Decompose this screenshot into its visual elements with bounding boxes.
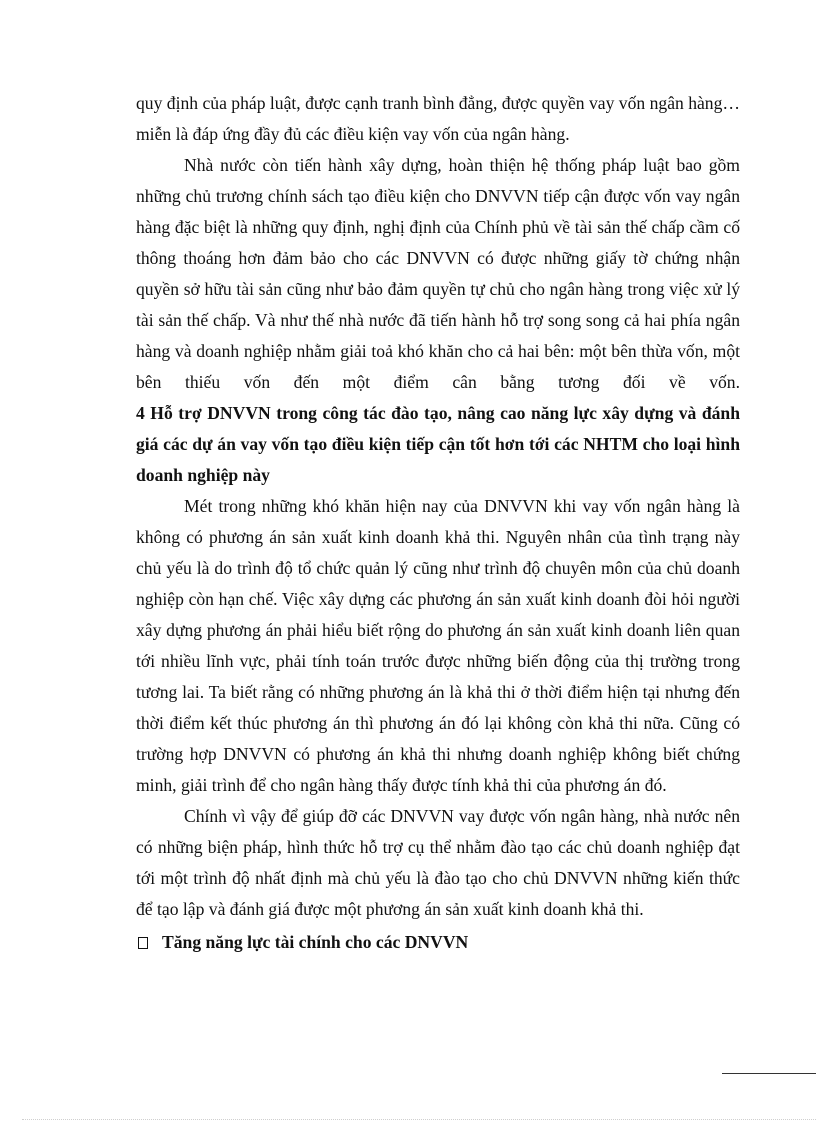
checkbox-bullet-icon xyxy=(138,937,148,949)
document-page xyxy=(136,88,740,958)
bullet-heading-text: Tăng năng lực tài chính cho các DNVVN xyxy=(162,932,469,952)
paragraph-business-plan-difficulty: Mét trong những khó khăn hiện nay của DNVVN khi vay vốn ngân hàng là không có phương án sản xuất kinh doanh khả thi. Nguyên nhân của tình trạng này chủ yếu là do trình độ tổ chức quản lý cũng như trình độ chuyên môn của chủ doanh nghiệp còn hạn chế. Việc xây dựng các phương án sản xuất kinh doanh đòi hỏi người xây dựng phương án phải hiểu biết rộng do phương án sản xuất kinh doanh liên quan tới nhiều lĩnh vực, phải tính toán trước được những biến động của thị trường trong tương lai. Ta biết rằng có những phương án là khả thi ở thời điểm hiện tại nhưng đến thời điểm kết thúc phương án thì phương án đó lại không còn khả thi nữa. Cũng có trường hợp DNVVN có phương án khả thi nhưng doanh nghiệp không biết chứng minh, giải trình để cho ngân hàng thấy được tính khả thi của phương án đó. xyxy=(136,496,740,795)
bullet-heading-financial-capacity xyxy=(136,927,740,958)
footer-rule xyxy=(722,1073,816,1074)
paragraph-training-support: Chính vì vậy để giúp đỡ các DNVVN vay được vốn ngân hàng, nhà nước nên có những biện pháp, hình thức hỗ trợ cụ thể nhằm đào tạo các chủ doanh nghiệp đạt tới một trình độ nhất định mà chủ yếu là đào tạo cho chủ DNVVN những kiến thức để tạo lập và đánh giá được một phương án sản xuất kinh doanh khả thi. xyxy=(136,806,740,919)
paragraph-legal-equality: quy định của pháp luật, được cạnh tranh bình đẳng, được quyền vay vốn ngân hàng…miễn là đáp ứng đầy đủ các điều kiện vay vốn của ngân hàng. xyxy=(136,93,740,144)
page-bottom-divider xyxy=(22,1119,816,1120)
paragraph-legal-system: Nhà nước còn tiến hành xây dựng, hoàn thiện hệ thống pháp luật bao gồm những chủ trương chính sách tạo điều kiện cho DNVVN tiếp cận được vốn vay ngân hàng đặc biệt là những quy định, nghị định của Chính phủ về tài sản thế chấp cầm cố thông thoáng hơn đảm bảo cho các DNVVN có được những giấy tờ chứng nhận quyền sở hữu tài sản cũng như bảo đảm quyền tự chủ cho ngân hàng trong việc xử lý tài sản thế chấp. Và như thế nhà nước đã tiến hành hỗ trợ song song cả hai phía ngân hàng và doanh nghiệp nhằm giải toả khó khăn cho cả hai bên: một bên thừa vốn, một bên thiếu vốn đến một điểm cân bằng tương đối về vốn. xyxy=(136,155,740,392)
section-heading-4: 4 Hỗ trợ DNVVN trong công tác đào tạo, nâng cao năng lực xây dựng và đánh giá các dự án vay vốn tạo điều kiện tiếp cận tốt hơn tới các NHTM cho loại hình doanh nghiệp này xyxy=(136,403,740,485)
